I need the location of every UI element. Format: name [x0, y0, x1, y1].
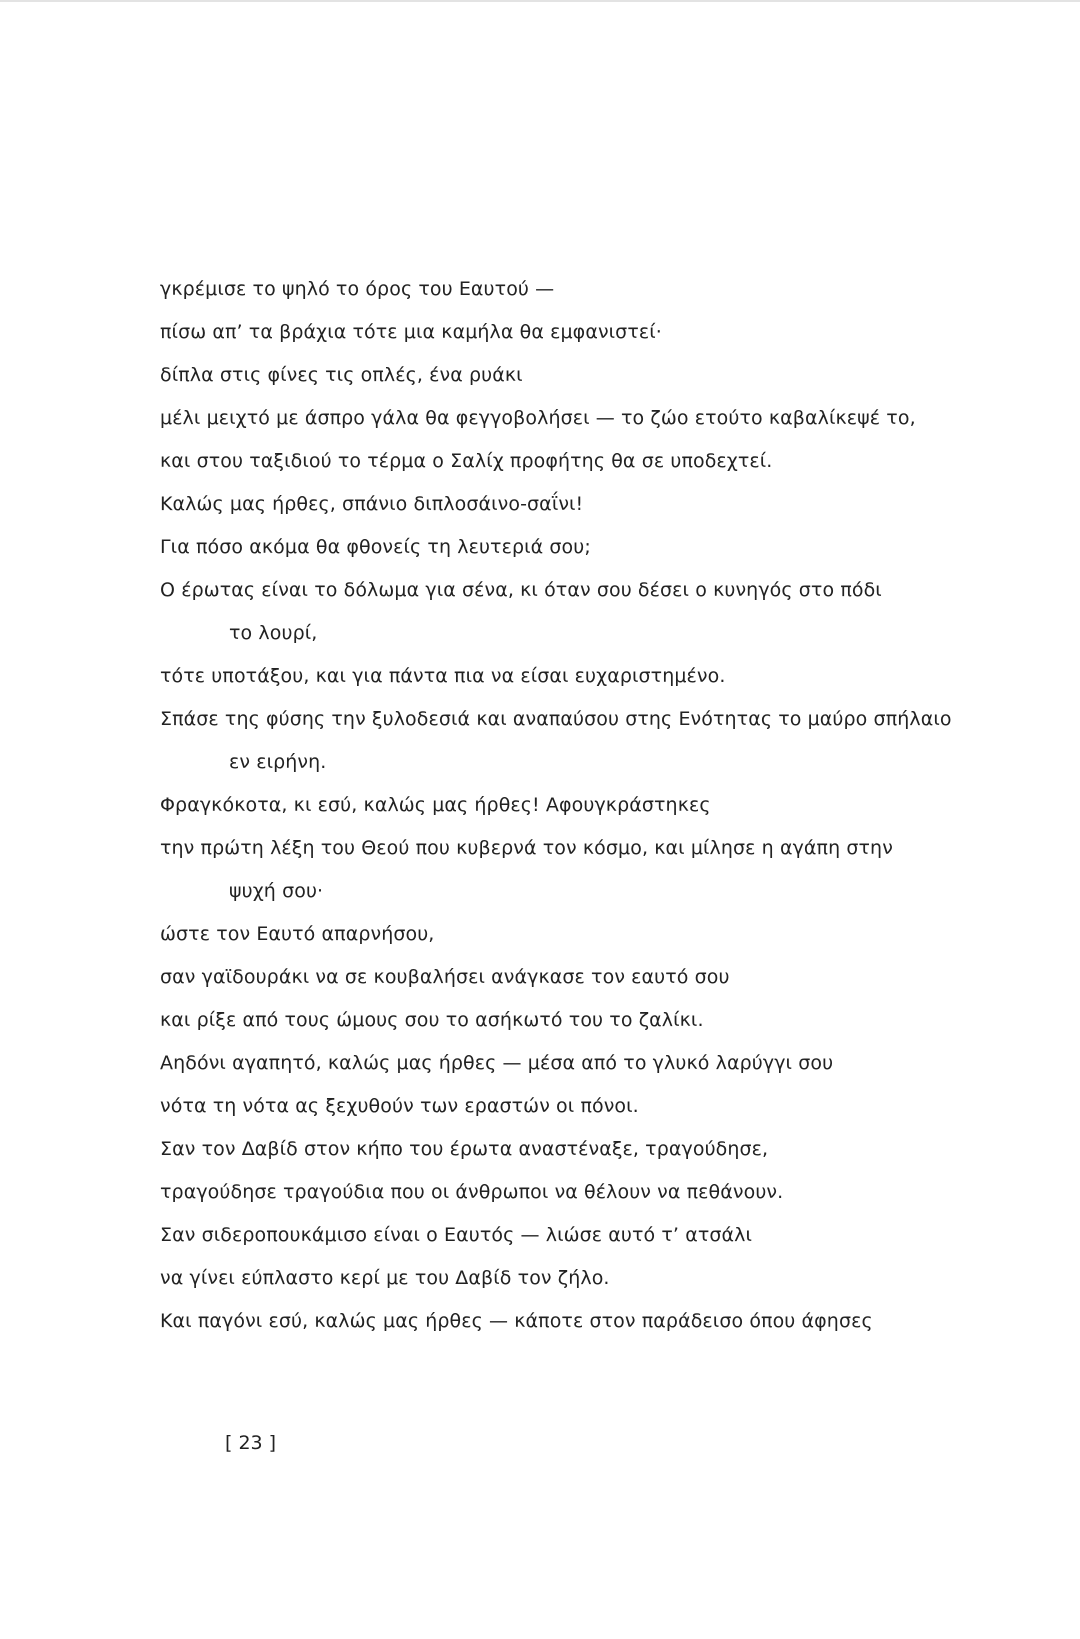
- poem-line: ώστε τον Εαυτό απαρνήσου,: [160, 923, 435, 945]
- poem-line: Ο έρωτας είναι το δόλωμα για σένα, κι όταν σου δέσει ο κυνηγός στο πόδι: [160, 579, 882, 601]
- poem-line: μέλι μειχτό με άσπρο γάλα θα φεγγοβολήσει — το ζώο ετούτο καβαλίκεψέ το,: [160, 407, 916, 429]
- poem-line: γκρέμισε το ψηλό το όρος του Εαυτού —: [160, 278, 555, 300]
- poem-line: τραγούδησε τραγούδια που οι άνθρωποι να θέλουν να πεθάνουν.: [160, 1181, 784, 1203]
- poem-line: νότα τη νότα ας ξεχυθούν των εραστών οι πόνοι.: [160, 1095, 639, 1117]
- poem-line: και ρίξε από τους ώμους σου το ασήκωτό του το ζαλίκι.: [160, 1009, 704, 1031]
- top-border: [0, 0, 1080, 2]
- poem-line: Και παγόνι εσύ, καλώς μας ήρθες — κάποτε στον παράδεισο όπου άφησες: [160, 1310, 873, 1332]
- page-number: [ 23 ]: [225, 1432, 277, 1454]
- poem-line: να γίνει εύπλαστο κερί με του Δαβίδ τον ζήλο.: [160, 1267, 610, 1289]
- poem-line-continuation: ψυχή σου·: [229, 880, 324, 902]
- poem-line: και στου ταξιδιού το τέρμα ο Σαλίχ προφήτης θα σε υποδεχτεί.: [160, 450, 773, 472]
- poem-text: [160, 268, 1020, 1343]
- poem-line: Για πόσο ακόμα θα φθονείς τη λευτεριά σου;: [160, 536, 591, 558]
- poem-line: Καλώς μας ήρθες, σπάνιο διπλοσάινο-σαΐνι!: [160, 493, 584, 515]
- poem-line: Φραγκόκοτα, κι εσύ, καλώς μας ήρθες! Αφουγκράστηκες: [160, 794, 711, 816]
- poem-line-continuation: το λουρί,: [229, 622, 318, 644]
- poem-line: Σαν τον Δαβίδ στον κήπο του έρωτα αναστέναξε, τραγούδησε,: [160, 1138, 769, 1160]
- poem-line: Σπάσε της φύσης την ξυλοδεσιά και αναπαύσου στης Ενότητας το μαύρο σπήλαιο: [160, 708, 952, 730]
- poem-line: την πρώτη λέξη του Θεού που κυβερνά τον κόσμο, και μίλησε η αγάπη στην: [160, 837, 893, 859]
- poem-line: Αηδόνι αγαπητό, καλώς μας ήρθες — μέσα από το γλυκό λαρύγγι σου: [160, 1052, 834, 1074]
- poem-line: τότε υποτάξου, και για πάντα πια να είσαι ευχαριστημένο.: [160, 665, 726, 687]
- poem-line: σαν γαϊδουράκι να σε κουβαλήσει ανάγκασε τον εαυτό σου: [160, 966, 730, 988]
- poem-line: δίπλα στις φίνες τις οπλές, ένα ρυάκι: [160, 364, 523, 386]
- poem-line-continuation: εν ειρήνη.: [229, 751, 327, 773]
- poem-line: πίσω απ’ τα βράχια τότε μια καμήλα θα εμφανιστεί·: [160, 321, 662, 343]
- poem-line: Σαν σιδεροπουκάμισο είναι ο Εαυτός — λιώσε αυτό τ’ ατσάλι: [160, 1224, 752, 1246]
